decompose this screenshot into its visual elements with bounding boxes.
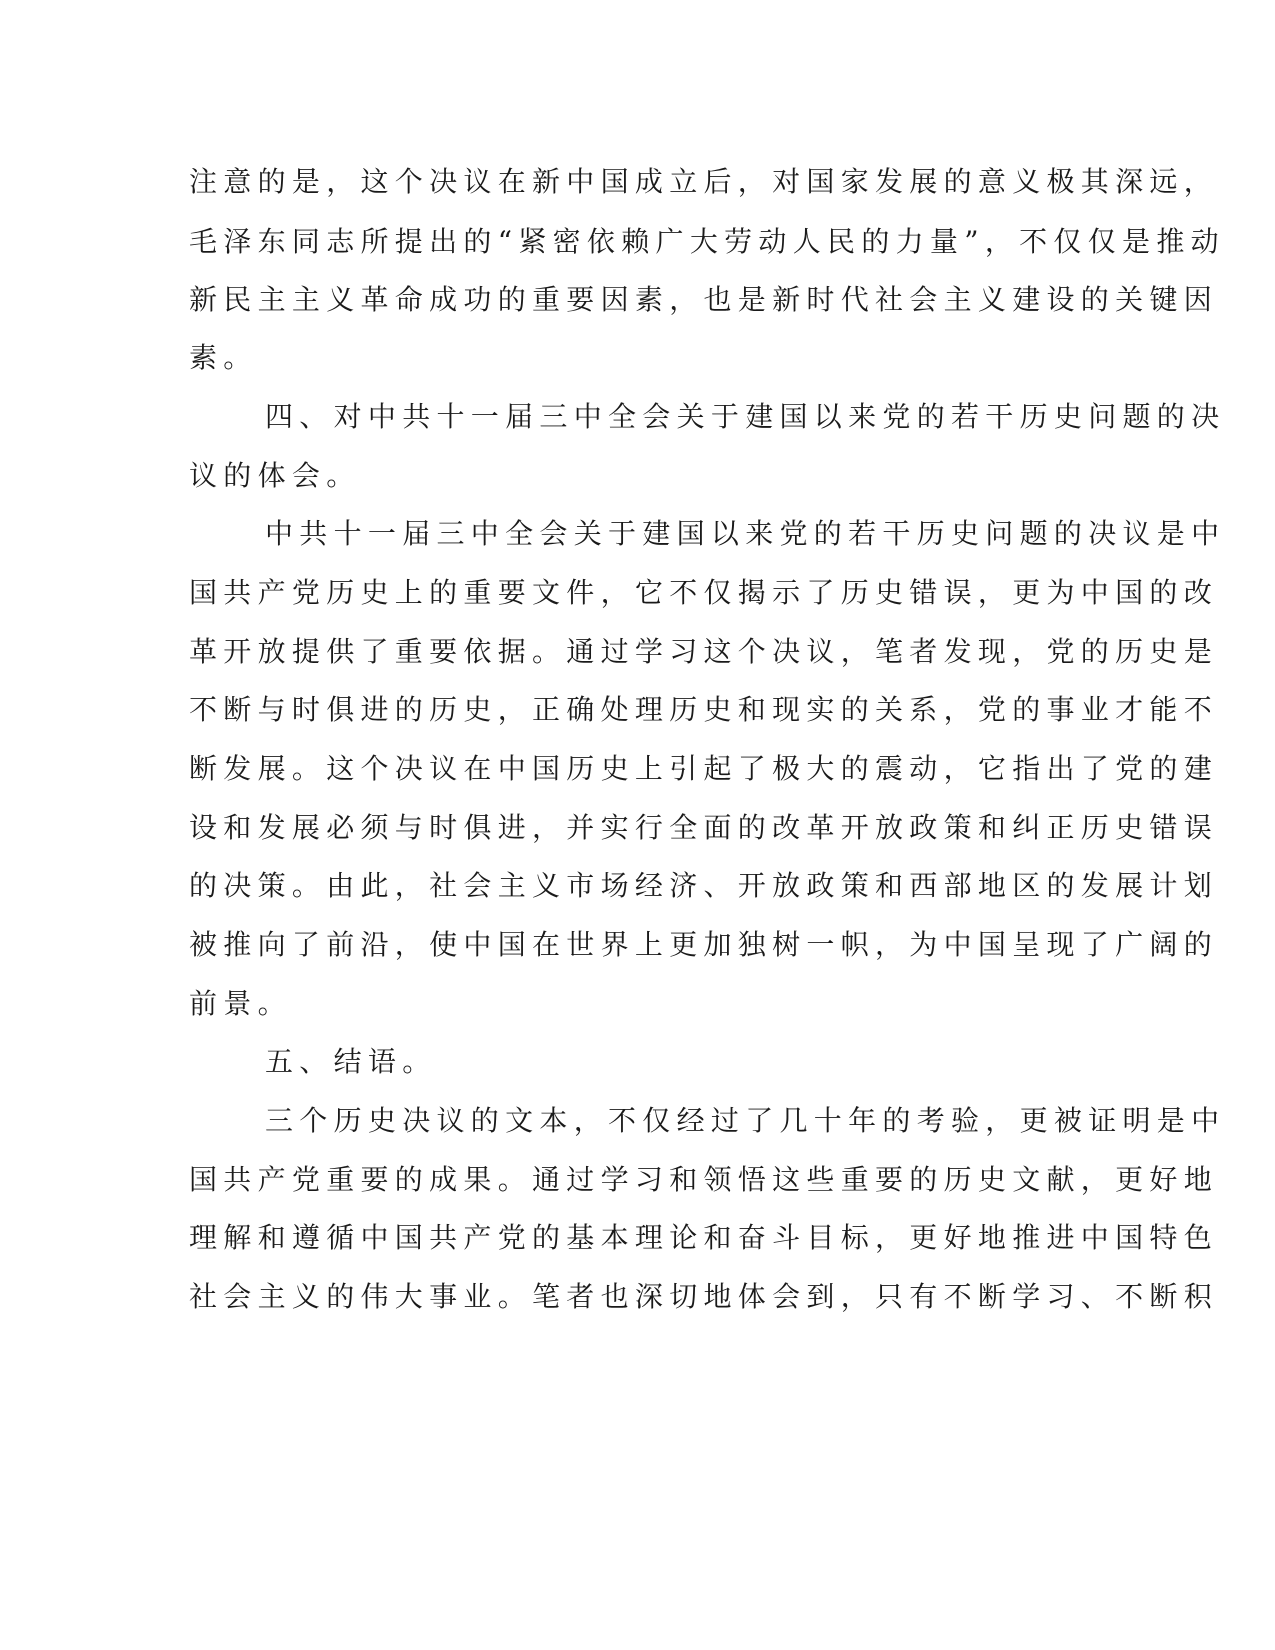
text-line: 前景。	[189, 987, 292, 1020]
text-line: 断发展。这个决议在中国历史上引起了极大的震动，它指出了党的建	[189, 752, 1219, 785]
text-line: 被推向了前沿，使中国在世界上更加独树一帜，为中国呈现了广阔的	[189, 928, 1219, 961]
text-line: 中共十一届三中全会关于建国以来党的若干历史问题的决议是中	[265, 517, 1226, 550]
text-line: 国共产党重要的成果。通过学习和领悟这些重要的历史文献，更好地	[189, 1163, 1219, 1196]
text-line: 毛泽东同志所提出的“紧密依赖广大劳动人民的力量”，不仅仅是推动	[189, 225, 1225, 258]
text-line: 不断与时俱进的历史，正确处理历史和现实的关系，党的事业才能不	[189, 693, 1219, 726]
text-line: 三个历史决议的文本，不仅经过了几十年的考验，更被证明是中	[265, 1104, 1226, 1137]
text-line: 革开放提供了重要依据。通过学习这个决议，笔者发现，党的历史是	[189, 635, 1219, 668]
text-line: 注意的是，这个决议在新中国成立后，对国家发展的意义极其深远，	[189, 165, 1219, 198]
text-line: 国共产党历史上的重要文件，它不仅揭示了历史错误，更为中国的改	[189, 576, 1219, 609]
section-heading: 五、结语。	[265, 1045, 437, 1078]
text-line: 设和发展必须与时俱进，并实行全面的改革开放政策和纠正历史错误	[189, 811, 1219, 844]
section-heading-continued: 议的体会。	[189, 459, 361, 492]
text-line: 社会主义的伟大事业。笔者也深切地体会到，只有不断学习、不断积	[189, 1280, 1219, 1313]
section-heading: 四、对中共十一届三中全会关于建国以来党的若干历史问题的决	[265, 400, 1226, 433]
text-line: 理解和遵循中国共产党的基本理论和奋斗目标，更好地推进中国特色	[189, 1221, 1219, 1254]
text-line: 的决策。由此，社会主义市场经济、开放政策和西部地区的发展计划	[189, 869, 1219, 902]
text-line: 新民主主义革命成功的重要因素，也是新时代社会主义建设的关键因	[189, 283, 1219, 316]
text-line: 素。	[189, 341, 258, 374]
